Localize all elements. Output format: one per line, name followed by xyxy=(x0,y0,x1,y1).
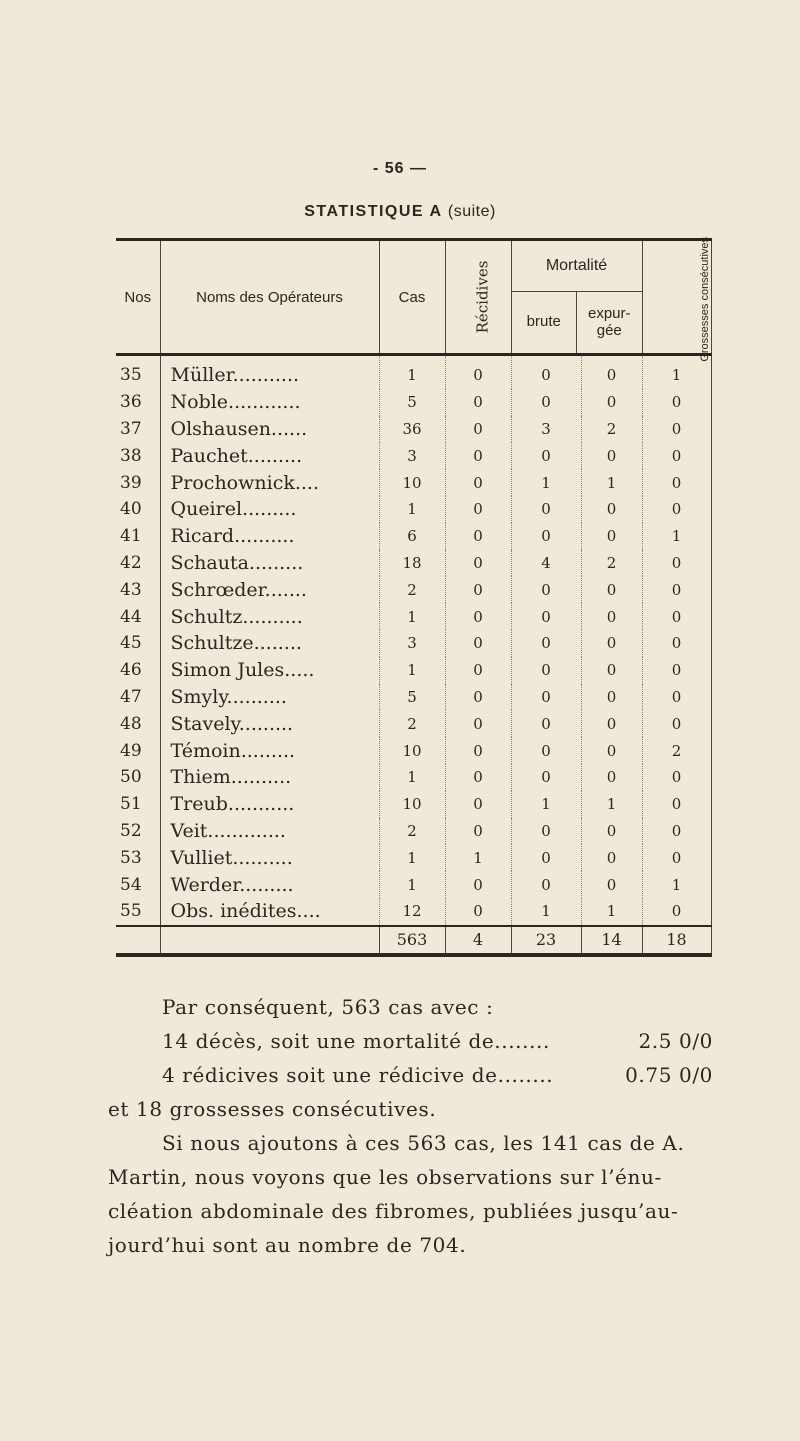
title-suite: (suite) xyxy=(447,203,496,220)
cell-grossesses: 0 xyxy=(642,710,711,737)
cell-recidives: 0 xyxy=(445,871,511,898)
header-nos: Nos xyxy=(116,240,160,355)
total-recidives: 4 xyxy=(445,926,511,955)
cell-brute: 0 xyxy=(511,389,581,416)
cell-brute: 0 xyxy=(511,630,581,657)
cell-expurgee: 0 xyxy=(581,737,642,764)
cell-brute: 0 xyxy=(511,871,581,898)
row-number: 36 xyxy=(120,392,142,413)
row-number: 44 xyxy=(120,606,142,627)
row-number: 52 xyxy=(120,820,142,841)
row-number: 45 xyxy=(120,633,142,654)
table-row xyxy=(116,844,711,871)
cell-recidives: 0 xyxy=(445,496,511,523)
table-row xyxy=(116,416,711,443)
row-number: 49 xyxy=(120,740,142,761)
cell-recidives: 0 xyxy=(445,630,511,657)
operator-name: Vulliet.......... xyxy=(160,844,379,871)
row-number: 40 xyxy=(120,499,142,520)
cell-cas: 1 xyxy=(379,355,445,389)
text-line-6: Martin, nous voyons que les observations sur l’énu- xyxy=(108,1165,662,1189)
cell-expurgee: 1 xyxy=(581,791,642,818)
operator-name: Werder......... xyxy=(160,871,379,898)
cell-brute: 0 xyxy=(511,657,581,684)
cell-recidives: 0 xyxy=(445,355,511,389)
cell-brute: 0 xyxy=(511,576,581,603)
operator-name: Pauchet......... xyxy=(160,442,379,469)
cell-cas: 10 xyxy=(379,791,445,818)
row-number: 43 xyxy=(120,579,142,600)
cell-recidives: 0 xyxy=(445,737,511,764)
cell-cas: 1 xyxy=(379,844,445,871)
table-row xyxy=(116,871,711,898)
row-number: 46 xyxy=(120,660,142,681)
text-line-1: Par conséquent, 563 cas avec : xyxy=(162,995,494,1019)
cell-recidives: 0 xyxy=(445,818,511,845)
text-line-5: Si nous ajoutons à ces 563 cas, les 141 cas de A. xyxy=(162,1131,685,1155)
row-number: 41 xyxy=(120,526,142,547)
total-brute: 23 xyxy=(511,926,581,955)
cell-expurgee: 0 xyxy=(581,496,642,523)
cell-recidives: 1 xyxy=(445,844,511,871)
operator-name: Simon Jules..... xyxy=(160,657,379,684)
cell-cas: 18 xyxy=(379,550,445,577)
page-title xyxy=(0,203,800,221)
cell-recidives: 0 xyxy=(445,469,511,496)
cell-recidives: 0 xyxy=(445,657,511,684)
text-line-3-right: 0.75 0/0 xyxy=(625,1063,713,1087)
table-row xyxy=(116,523,711,550)
cell-expurgee: 0 xyxy=(581,576,642,603)
header-mortalite xyxy=(511,240,642,355)
cell-recidives: 0 xyxy=(445,576,511,603)
header-grossesses xyxy=(642,236,711,362)
header-expurgee: expur- gée xyxy=(576,292,642,353)
row-number: 53 xyxy=(120,847,142,868)
cell-grossesses: 2 xyxy=(642,737,711,764)
cell-brute: 0 xyxy=(511,684,581,711)
cell-grossesses: 0 xyxy=(642,657,711,684)
row-number: 51 xyxy=(120,794,142,815)
row-number: 48 xyxy=(120,713,142,734)
cell-cas: 2 xyxy=(379,576,445,603)
cell-grossesses: 0 xyxy=(642,442,711,469)
row-number: 55 xyxy=(120,901,142,922)
text-line-2-left: 14 décès, soit une mortalité de........ xyxy=(162,1029,550,1053)
cell-recidives: 0 xyxy=(445,764,511,791)
cell-expurgee: 0 xyxy=(581,442,642,469)
row-number: 54 xyxy=(120,874,142,895)
table-row xyxy=(116,657,711,684)
text-line-2 xyxy=(108,1024,713,1058)
cell-expurgee: 0 xyxy=(581,389,642,416)
cell-expurgee: 0 xyxy=(581,710,642,737)
table-row xyxy=(116,389,711,416)
operator-name: Témoin......... xyxy=(160,737,379,764)
cell-recidives: 0 xyxy=(445,523,511,550)
cell-brute: 0 xyxy=(511,442,581,469)
operator-name: Schrœder....... xyxy=(160,576,379,603)
operator-name: Schauta......... xyxy=(160,550,379,577)
cell-brute: 3 xyxy=(511,416,581,443)
cell-cas: 1 xyxy=(379,657,445,684)
table-row xyxy=(116,898,711,926)
cell-cas: 1 xyxy=(379,764,445,791)
cell-brute: 0 xyxy=(511,355,581,389)
text-line-8: jourd’hui sont au nombre de 704. xyxy=(108,1233,467,1257)
cell-cas: 12 xyxy=(379,898,445,926)
total-cas: 563 xyxy=(379,926,445,955)
text-line-2-right: 2.5 0/0 xyxy=(638,1029,713,1053)
statistics-table-wrapper xyxy=(116,238,711,957)
operator-name: Prochownick.... xyxy=(160,469,379,496)
table-row xyxy=(116,630,711,657)
operator-name: Smyly.......... xyxy=(160,684,379,711)
cell-recidives: 0 xyxy=(445,898,511,926)
operator-name: Noble............ xyxy=(160,389,379,416)
cell-expurgee: 0 xyxy=(581,355,642,389)
cell-expurgee: 0 xyxy=(581,871,642,898)
total-expurgee: 14 xyxy=(581,926,642,955)
table-row xyxy=(116,442,711,469)
cell-expurgee: 0 xyxy=(581,844,642,871)
text-line-3-left: 4 rédicives soit une rédicive de........ xyxy=(162,1063,554,1087)
header-noms: Noms des Opérateurs xyxy=(160,240,379,355)
cell-expurgee: 0 xyxy=(581,684,642,711)
table-row xyxy=(116,576,711,603)
totals-empty-name xyxy=(160,926,379,955)
cell-cas: 6 xyxy=(379,523,445,550)
cell-grossesses: 0 xyxy=(642,389,711,416)
operator-name: Schultze........ xyxy=(160,630,379,657)
operator-name: Schultz.......... xyxy=(160,603,379,630)
cell-brute: 0 xyxy=(511,764,581,791)
cell-recidives: 0 xyxy=(445,550,511,577)
cell-expurgee: 1 xyxy=(581,469,642,496)
table-row xyxy=(116,550,711,577)
row-number: 39 xyxy=(120,472,142,493)
cell-recidives: 0 xyxy=(445,710,511,737)
cell-grossesses: 0 xyxy=(642,630,711,657)
cell-brute: 0 xyxy=(511,710,581,737)
cell-grossesses: 0 xyxy=(642,603,711,630)
cell-cas: 2 xyxy=(379,818,445,845)
cell-expurgee: 0 xyxy=(581,603,642,630)
header-grossesses-label: Grossesses consécutives xyxy=(698,236,711,362)
body-text xyxy=(108,990,713,1262)
cell-recidives: 0 xyxy=(445,442,511,469)
header-brute: brute xyxy=(526,313,561,331)
row-number: 37 xyxy=(120,418,142,439)
cell-grossesses: 1 xyxy=(642,523,711,550)
row-number: 35 xyxy=(120,365,142,386)
cell-cas: 1 xyxy=(379,871,445,898)
operator-name: Queirel......... xyxy=(160,496,379,523)
cell-expurgee: 0 xyxy=(581,523,642,550)
totals-row xyxy=(116,926,711,955)
table-row xyxy=(116,469,711,496)
cell-grossesses: 0 xyxy=(642,844,711,871)
cell-expurgee: 0 xyxy=(581,630,642,657)
cell-brute: 0 xyxy=(511,523,581,550)
cell-grossesses: 0 xyxy=(642,469,711,496)
cell-grossesses: 0 xyxy=(642,496,711,523)
cell-cas: 1 xyxy=(379,603,445,630)
cell-recidives: 0 xyxy=(445,791,511,818)
cell-recidives: 0 xyxy=(445,389,511,416)
header-recidives xyxy=(445,240,511,355)
operator-name: Treub........... xyxy=(160,791,379,818)
cell-grossesses: 0 xyxy=(642,576,711,603)
cell-recidives: 0 xyxy=(445,603,511,630)
cell-cas: 2 xyxy=(379,710,445,737)
cell-cas: 10 xyxy=(379,737,445,764)
cell-cas: 36 xyxy=(379,416,445,443)
statistics-table xyxy=(116,238,712,957)
text-line-3 xyxy=(108,1058,713,1092)
operator-name: Olshausen...... xyxy=(160,416,379,443)
table-row xyxy=(116,791,711,818)
title-main: STATISTIQUE A xyxy=(304,203,442,220)
header-recidives-label: Récidives xyxy=(472,260,491,334)
cell-grossesses: 0 xyxy=(642,764,711,791)
cell-expurgee: 1 xyxy=(581,898,642,926)
cell-recidives: 0 xyxy=(445,684,511,711)
cell-cas: 3 xyxy=(379,630,445,657)
cell-grossesses: 1 xyxy=(642,871,711,898)
operator-name: Veit............. xyxy=(160,818,379,845)
operator-name: Müller........... xyxy=(160,355,379,389)
cell-brute: 0 xyxy=(511,844,581,871)
cell-cas: 1 xyxy=(379,496,445,523)
row-number: 38 xyxy=(120,445,142,466)
cell-grossesses: 0 xyxy=(642,898,711,926)
table-row xyxy=(116,684,711,711)
header-mortalite-label: Mortalité xyxy=(512,241,642,292)
total-grossesses: 18 xyxy=(642,926,711,955)
cell-brute: 0 xyxy=(511,496,581,523)
totals-empty-no xyxy=(116,926,160,955)
cell-brute: 1 xyxy=(511,469,581,496)
row-number: 42 xyxy=(120,552,142,573)
cell-cas: 10 xyxy=(379,469,445,496)
cell-brute: 1 xyxy=(511,898,581,926)
cell-recidives: 0 xyxy=(445,416,511,443)
table-row xyxy=(116,737,711,764)
cell-cas: 5 xyxy=(379,684,445,711)
cell-brute: 0 xyxy=(511,818,581,845)
cell-grossesses: 1 xyxy=(642,355,711,389)
table-row xyxy=(116,764,711,791)
row-number: 47 xyxy=(120,686,142,707)
cell-expurgee: 0 xyxy=(581,657,642,684)
operator-name: Thiem.......... xyxy=(160,764,379,791)
text-line-4: et 18 grossesses consécutives. xyxy=(108,1097,437,1121)
cell-brute: 1 xyxy=(511,791,581,818)
operator-name: Ricard.......... xyxy=(160,523,379,550)
table-row xyxy=(116,818,711,845)
cell-cas: 5 xyxy=(379,389,445,416)
cell-brute: 0 xyxy=(511,603,581,630)
page-number: - 56 — xyxy=(372,160,427,177)
cell-cas: 3 xyxy=(379,442,445,469)
cell-grossesses: 0 xyxy=(642,684,711,711)
row-number: 50 xyxy=(120,767,142,788)
table-row xyxy=(116,496,711,523)
cell-brute: 0 xyxy=(511,737,581,764)
cell-expurgee: 2 xyxy=(581,416,642,443)
table-row xyxy=(116,710,711,737)
cell-grossesses: 0 xyxy=(642,791,711,818)
cell-grossesses: 0 xyxy=(642,818,711,845)
operator-name: Obs. inédites.... xyxy=(160,898,379,926)
cell-grossesses: 0 xyxy=(642,550,711,577)
text-line-7: cléation abdominale des fibromes, publiées jusqu’au- xyxy=(108,1199,679,1223)
table-row xyxy=(116,355,711,389)
table-row xyxy=(116,603,711,630)
cell-grossesses: 0 xyxy=(642,416,711,443)
table-body xyxy=(116,355,711,926)
cell-expurgee: 2 xyxy=(581,550,642,577)
cell-brute: 4 xyxy=(511,550,581,577)
cell-expurgee: 0 xyxy=(581,818,642,845)
operator-name: Stavely......... xyxy=(160,710,379,737)
cell-expurgee: 0 xyxy=(581,764,642,791)
header-cas: Cas xyxy=(379,240,445,355)
table-header-row xyxy=(116,240,711,355)
